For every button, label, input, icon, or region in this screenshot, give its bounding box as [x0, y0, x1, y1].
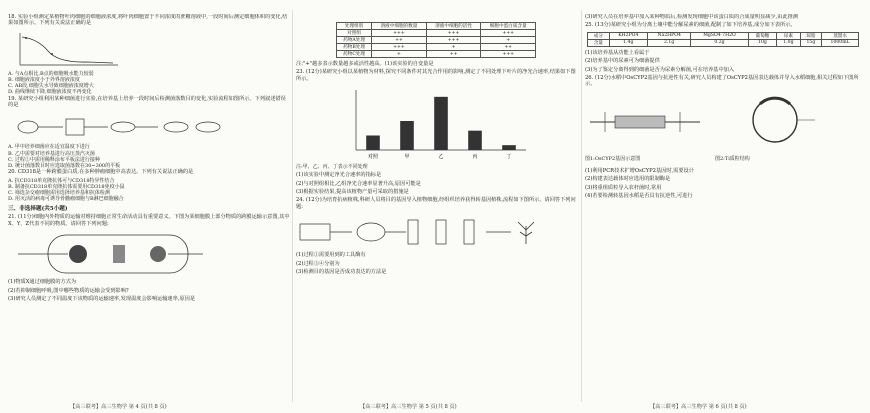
table-cell: 1.4g — [609, 39, 647, 46]
q20-option-d: D. 用灭活的病毒可诱导骨髓瘤细胞与B淋巴细胞融合 — [8, 196, 124, 203]
question-23: 23. (12分)某研究小组以某植物为材料,探究不同条件对其光合作用的影响,测定了不同处理下叶片的净光合速率,结果如下图所示。 — [296, 69, 576, 82]
column-2 — [296, 14, 578, 400]
table-header-cell: 琼脂 — [800, 32, 822, 39]
page-footer-6: 【高三联考】高三生物学 第 6 页(共 8 页) — [650, 404, 747, 410]
table-cell: 药物C处理 — [337, 51, 372, 58]
column-3 — [585, 14, 865, 400]
q26-sub-4: (4)若要检测转基因水稻是否具有抗逆性,可进行 — [585, 193, 693, 200]
column-divider — [292, 10, 293, 402]
q23-sub-2: (2)与对照组相比,乙组净光合速率显著升高,原因可能是 — [296, 180, 421, 187]
table-cell: + — [481, 37, 536, 44]
table-cell: 1000mL — [822, 39, 859, 46]
q19-option-d: D. 统计菌落数目时应选取菌落数在30~300的平板 — [8, 163, 121, 170]
figure-2 — [715, 92, 835, 164]
table-cell: 10g — [748, 39, 777, 46]
q18-curve-diagram — [8, 29, 128, 71]
table-cell: +++ — [481, 30, 536, 37]
plasmid-diagram — [715, 92, 835, 152]
q20-options — [8, 178, 290, 203]
q19-option-c: C. 过程②中需用稀释涂布平板法进行接种 — [8, 156, 100, 163]
chart-note: 注:甲、乙、丙、丁表示不同处理 — [296, 164, 368, 171]
page-footer-5: 【高三联考】高三生物学 第 5 页(共 8 页) — [360, 404, 457, 410]
q26-sub-3: (3)将重组质粒导入农杆菌时,常用 — [585, 184, 662, 191]
q19-flow-diagram — [8, 110, 228, 144]
chart-bar — [468, 131, 482, 150]
gene-diagram — [585, 102, 705, 152]
x-tick-label: 对照 — [367, 154, 379, 161]
chart-bar — [502, 145, 516, 150]
question-18: 18. 实验小组测定某植物叶肉细胞的细胞液浓度,将叶肉细胞置于不同浓度的蔗糖溶液中,一段时间后测定细胞体积的变化,结果如图所示。下列有关说法正确的是 — [8, 14, 288, 27]
q19-option-b: B. 乙中需要对培养基进行高压蒸汽灭菌 — [8, 150, 95, 157]
table-header-cell: 尿素 — [777, 32, 800, 39]
question-25: 25. (13分)某研究小组为分离土壤中能分解尿素的细菌,配制了如下培养基,成分如下表所示。 — [585, 22, 796, 29]
table-header-cell: 细胞中蛋白质含量 — [481, 23, 536, 30]
table-header-cell: 葡萄糖 — [748, 32, 777, 39]
table-header-cell: MgSO4·7H2O — [691, 32, 748, 39]
table-cell: 0.2g — [691, 39, 748, 46]
table-row — [588, 39, 859, 46]
q25-sub-1: (1)该培养基从功能上看属于 — [585, 49, 650, 56]
question-24: 24. (12分)为培育抗病植株,科研人员将目的基因导入植物细胞,经组织培养获得转基因植株,流程如下图所示。请回答下列问题: — [296, 197, 576, 210]
q25-sub-2: (2)培养基中的尿素可为细菌提供 — [585, 58, 660, 65]
q25-sub-3: (3)为了鉴定分离得到的细菌是否为尿素分解菌,可在培养基中加入 — [585, 66, 735, 73]
q21-membrane-diagram — [8, 229, 208, 279]
q23-bar-chart — [336, 84, 536, 164]
table-cell: + — [426, 44, 481, 51]
table-cell: ++ — [481, 44, 536, 51]
q26-sub-1: (1)利用PCR技术扩增OsCYP2基因时,需要设计 — [585, 167, 694, 174]
q25-media-table — [587, 32, 859, 47]
figure-1 — [585, 102, 705, 164]
table-header-cell: 蒸馏水 — [822, 32, 859, 39]
table-cell: 1.0g — [777, 39, 800, 46]
chart-bar — [366, 136, 380, 151]
table-header-cell: 溶液中细胞的数量 — [372, 23, 427, 30]
q18-option-c: C. AB段,细胞失水导致细胞液浓度增大 — [8, 83, 94, 90]
q22-note: 注:"+"越多表示数量越多或活性越高。(1)该实验的自变量是 — [296, 61, 434, 67]
q21-sub-3: (3)研究人员测定了不同温度下该物质的运输速率,发现温度会影响运输速率,原因是 — [8, 296, 196, 303]
q20-option-c: C. 筛选杂交瘤细胞需用选择培养基和抗体检测 — [8, 190, 110, 197]
q20-option-a: A. 抗CD318单克隆抗体可与CD318特异性结合 — [8, 177, 115, 184]
table-row — [337, 44, 536, 51]
table-header-cell: Na2HPO4 — [647, 32, 690, 39]
question-19: 19. 某研究小组利用某种细菌进行实验,在培养基上培养一段时间后检测菌落数目的变化,实验流程如图所示。下列叙述错误的是 — [8, 95, 286, 109]
q18-options — [8, 71, 290, 96]
table-header-cell: 成分 — [588, 32, 610, 39]
table-cell: 药物A处理 — [337, 37, 372, 44]
table-cell: 15g — [800, 39, 822, 46]
page-footer-4: 【高三联考】高三生物学 第 4 页(共 8 页) — [70, 404, 167, 410]
table-cell: 含量 — [588, 39, 610, 46]
q20-option-b: B. 制备抗CD318单克隆抗体需要用CD318免疫小鼠 — [8, 183, 125, 190]
table-cell: +++ — [481, 51, 536, 58]
table-header-row — [588, 32, 859, 39]
question-continued: (3)研究人员在培养基中加入某种物质后,检测发现细胞中该蛋白质的合成量明显减少,由此推测 — [585, 14, 798, 20]
question-20: 20. CD318是一种跨膜蛋白质,在多种肿瘤细胞中高表达。下列有关说法正确的是 — [8, 169, 194, 176]
table-header-row — [337, 23, 536, 30]
table-cell: +++ — [372, 44, 427, 51]
table-row — [337, 30, 536, 37]
table-cell: + — [372, 51, 427, 58]
table-cell: 对照组 — [337, 30, 372, 37]
q18-option-d: D. 曲线继续下降,细胞液浓度不再变化 — [8, 89, 92, 96]
table-header-cell: KH2PO4 — [609, 32, 647, 39]
q21-sub-2: (2)若抑制细胞呼吸,图中哪些物质的运输会受到影响? — [8, 287, 129, 294]
q24-sub-3: (3)检测目的基因是否成功表达的方法是 — [296, 269, 387, 276]
q18-option-b: B. 细胞液浓度小于外界溶液浓度 — [8, 77, 80, 84]
table-cell: +++ — [372, 30, 427, 37]
q19-options — [8, 144, 290, 169]
column-divider — [581, 10, 582, 402]
table-header-cell: 溶液中细胞的活性 — [426, 23, 481, 30]
q23-sub-1: (1)该实验中测定净光合速率的指标是 — [296, 172, 382, 179]
q26-sub-2: (2)构建表达载体时应选用的限制酶是 — [585, 176, 671, 183]
q23-sub-3: (3)根据实验结果,提高该植物产量可采取的措施是 — [296, 189, 409, 196]
x-tick-label: 丙 — [472, 154, 478, 161]
chart-bar — [400, 121, 414, 150]
question-26: 26. (12分)水稻中OsCYP2基因与抗逆性有关,研究人员构建了OsCYP2基因表达载体并导入水稻细胞,相关过程如下图所示。 — [585, 75, 859, 88]
x-tick-label: 乙 — [438, 154, 444, 161]
q22-table — [336, 22, 536, 58]
table-header-cell: 处理组别 — [337, 23, 372, 30]
q24-sub-1: (1)过程①需要用到的工具酶有 — [296, 252, 366, 259]
q19-option-a: A. 甲中培养细菌应在适宜温度下进行 — [8, 144, 90, 151]
chart-bar — [434, 97, 448, 150]
table-cell: ++ — [372, 37, 427, 44]
table-row — [337, 51, 536, 58]
q21-sub-1: (1)物质X通过细胞膜的方式为 — [8, 279, 77, 286]
table-cell: 药物B处理 — [337, 44, 372, 51]
table-cell: 2.1g — [647, 39, 690, 46]
figure-1-caption: 图1:OsCYP2基因示意图 — [585, 155, 641, 162]
x-tick-label: 甲 — [404, 154, 410, 161]
column-1 — [8, 14, 290, 400]
q18-option-a: A. 与A点相比,B点的细胞吸水能力较弱 — [8, 70, 94, 77]
table-row — [337, 37, 536, 44]
x-tick-label: 丁 — [506, 154, 512, 161]
q24-sub-2: (2)过程③④分别为 — [296, 260, 340, 267]
table-body — [337, 30, 536, 58]
question-21: 21. (11分)细胞内外物质的运输对维持细胞正常生命活动具有重要意义。下图为某细胞膜上部分物质的跨膜运输示意图,其中X、Y、Z代表不同的物质。请回答下列问题: — [8, 214, 290, 227]
table-cell: ++ — [426, 51, 481, 58]
q24-flow-diagram — [296, 212, 566, 252]
table-cell: +++ — [426, 30, 481, 37]
section-heading: 三、非选择题(共5小题) — [8, 206, 68, 213]
figure-2-caption: 图2:Ti质粒结构 — [715, 155, 750, 162]
table-cell: +++ — [426, 37, 481, 44]
q26-figures — [585, 92, 865, 164]
